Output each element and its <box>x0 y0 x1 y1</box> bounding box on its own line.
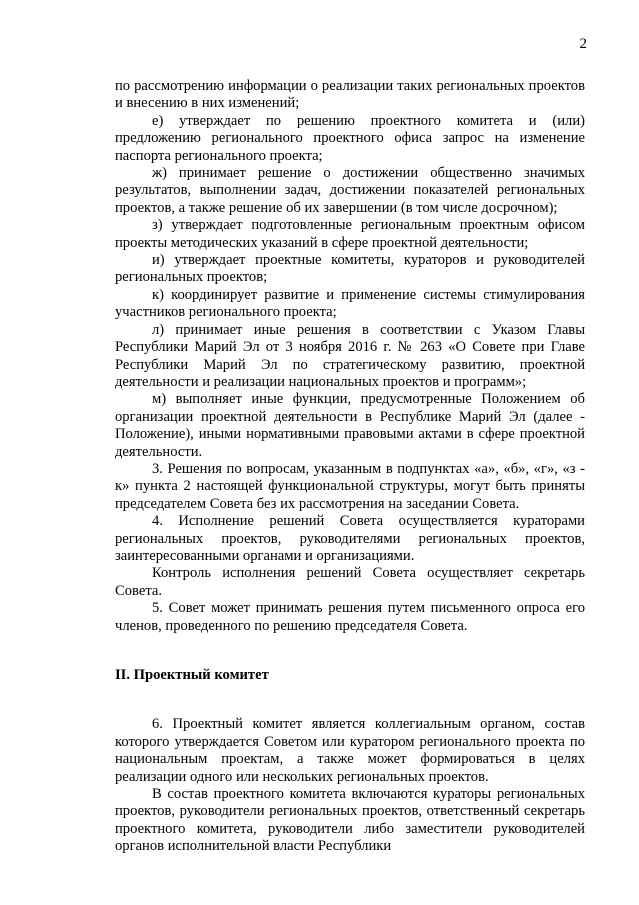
paragraph: В состав проектного комитета включаются кураторы региональных проектов, руководители региональных проектов, ответственный секретарь проектного комитета, руководители либо заместители руководителей органов исполнительной власти Республики <box>115 786 585 855</box>
paragraph: ж) принимает решение о достижении общественно значимых результатов, выполнении задач, достижении показателей региональных проектов, а также решение об их завершении (в том числе досрочном); <box>115 165 585 216</box>
paragraphs-before <box>115 78 585 635</box>
paragraph: е) утверждает по решению проектного комитета и (или) предложению регионального проектного офиса запрос на изменение паспорта регионального проекта; <box>115 112 585 164</box>
paragraph: по рассмотрению информации о реализации таких региональных проектов и внесению в них изменений; <box>115 78 585 112</box>
paragraph: 5. Совет может принимать решения путем письменного опроса его членов, проведенного по решению председателя Совета. <box>115 600 585 634</box>
paragraph: Контроль исполнения решений Совета осуществляет секретарь Совета. <box>115 565 585 599</box>
paragraph: м) выполняет иные функции, предусмотренные Положением об организации проектной деятельности в Республике Марий Эл (далее - Положение), иными нормативными правовыми актами в сфере проектной деятельности. <box>115 391 585 460</box>
page-number: 2 <box>579 36 587 52</box>
paragraph: 3. Решения по вопросам, указанным в подпунктах «а», «б», «г», «з - к» пункта 2 настоящей функциональной структуры, могут быть приняты председателем Совета без их рассмотрения на заседании Совета. <box>115 460 585 512</box>
paragraph: и) утверждает проектные комитеты, кураторов и руководителей региональных проектов; <box>115 252 585 286</box>
paragraph: к) координирует развитие и применение системы стимулирования участников регионального проекта; <box>115 286 585 321</box>
paragraph: 4. Исполнение решений Совета осуществляется кураторами региональных проектов, руководителями региональных проектов, заинтересованными органами и организациями. <box>115 513 585 564</box>
paragraph: л) принимает иные решения в соответствии с Указом Главы Республики Марий Эл от 3 ноября 2016 г. № 263 «О Совете при Главе Республики Марий Эл по стратегическому развитию, проектной деятельности и реализации национальных проектов и программ»; <box>115 321 585 390</box>
document-body <box>115 78 585 856</box>
paragraph: з) утверждает подготовленные региональным проектным офисом проекты методических указаний в сфере проектной деятельности; <box>115 217 585 251</box>
paragraphs-after <box>115 716 585 855</box>
paragraph: 6. Проектный комитет является коллегиальным органом, состав которого утверждается Советом или куратором регионального проекта по национальным проектам, а также может формироваться в целях реализации одного или нескольких региональных проектов. <box>115 716 585 785</box>
section-heading: II. Проектный комитет <box>115 667 269 683</box>
